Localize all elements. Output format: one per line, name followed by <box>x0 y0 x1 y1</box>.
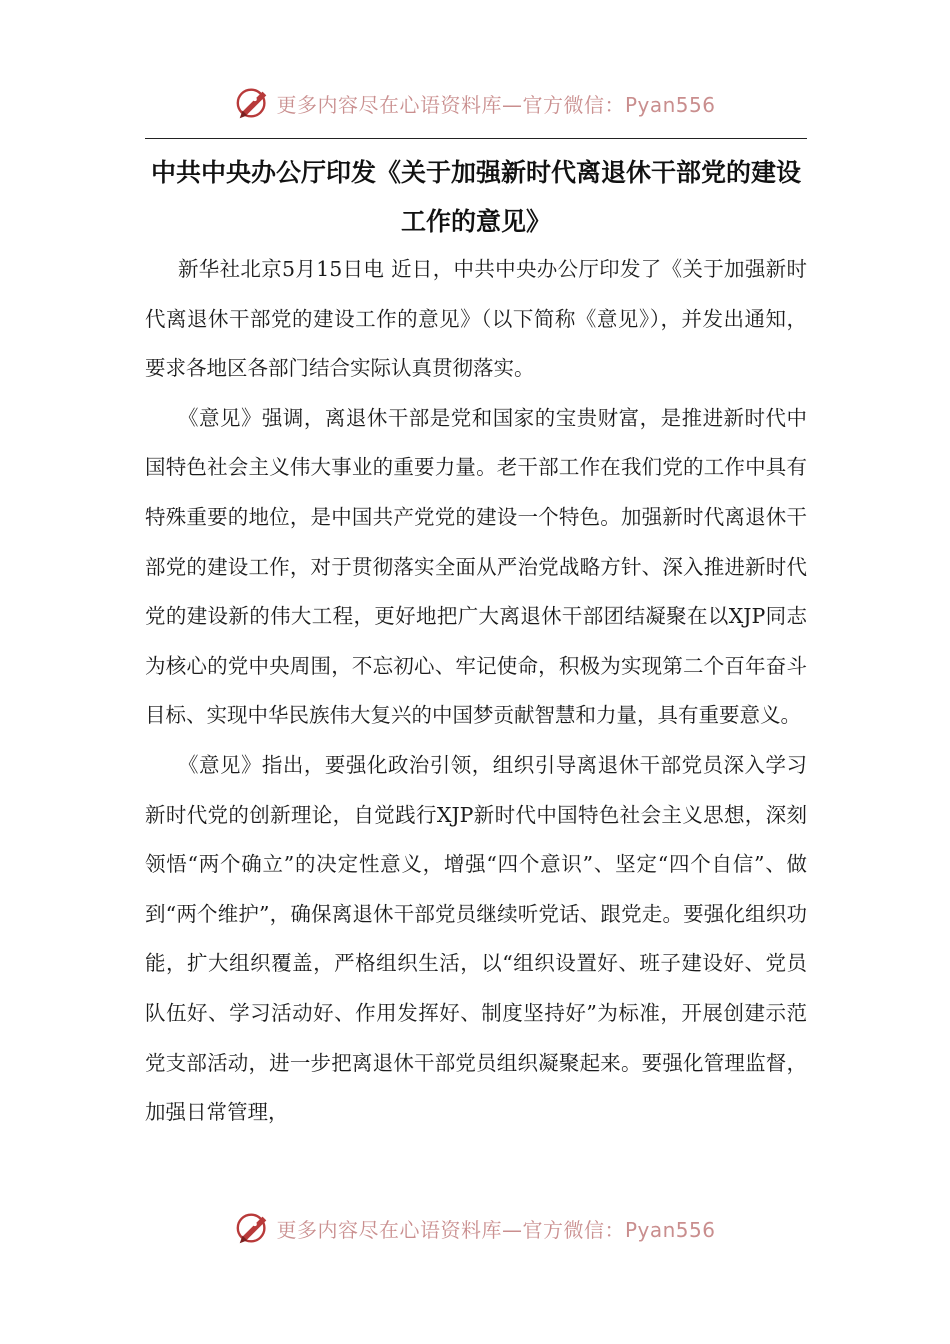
body-paragraph: 《意见》强调，离退休干部是党和国家的宝贵财富，是推进新时代中国特色社会主义伟大事业的重要力量。老干部工作在我们党的工作中具有特殊重要的地位，是中国共产党党的建设一个特色。加强新时代离退休干部党的建设工作，对于贯彻落实全面从严治党战略方针、深入推进新时代党的建设新的伟大工程，更好地把广大离退休干部团结凝聚在以XJP同志为核心的党中央周围，不忘初心、牢记使命，积极为实现第二个百年奋斗目标、实现中华民族伟大复兴的中国梦贡献智慧和力量，具有重要意义。 <box>145 405 807 728</box>
header-watermark <box>0 78 950 128</box>
pen-nib-logo-icon <box>234 84 272 122</box>
document-title: 中共中央办公厅印发《关于加强新时代离退休干部党的建设工作的意见》 <box>150 158 801 236</box>
body-paragraph: 新华社北京5月15日电 近日，中共中央办公厅印发了《关于加强新时代离退休干部党的建设工作的意见》（以下简称《意见》），并发出通知，要求各地区各部门结合实际认真贯彻落实。 <box>145 257 807 381</box>
document-body <box>145 245 807 1138</box>
footer-watermark <box>0 1203 950 1253</box>
footer-watermark-text: 更多内容尽在心语资料库—官方微信：Pyan556 <box>276 1217 716 1242</box>
body-paragraph: 《意见》指出，要强化政治引领，组织引导离退休干部党员深入学习新时代党的创新理论，自觉践行XJP新时代中国特色社会主义思想，深刻领悟“两个确立”的决定性意义，增强“四个意识”、坚定“四个自信”、做到“两个维护”，确保离退休干部党员继续听党话、跟党走。要强化组织功能，扩大组织覆盖，严格组织生活，以“组织设置好、班子建设好、党员队伍好、学习活动好、作用发挥好、制度坚持好”为标准，开展创建示范党支部活动，进一步把离退休干部党员组织凝聚起来。要强化管理监督，加强日常管理， <box>145 752 807 1125</box>
pen-nib-logo-icon <box>234 1209 272 1247</box>
header-divider <box>145 138 807 139</box>
header-watermark-text: 更多内容尽在心语资料库—官方微信：Pyan556 <box>276 92 716 117</box>
